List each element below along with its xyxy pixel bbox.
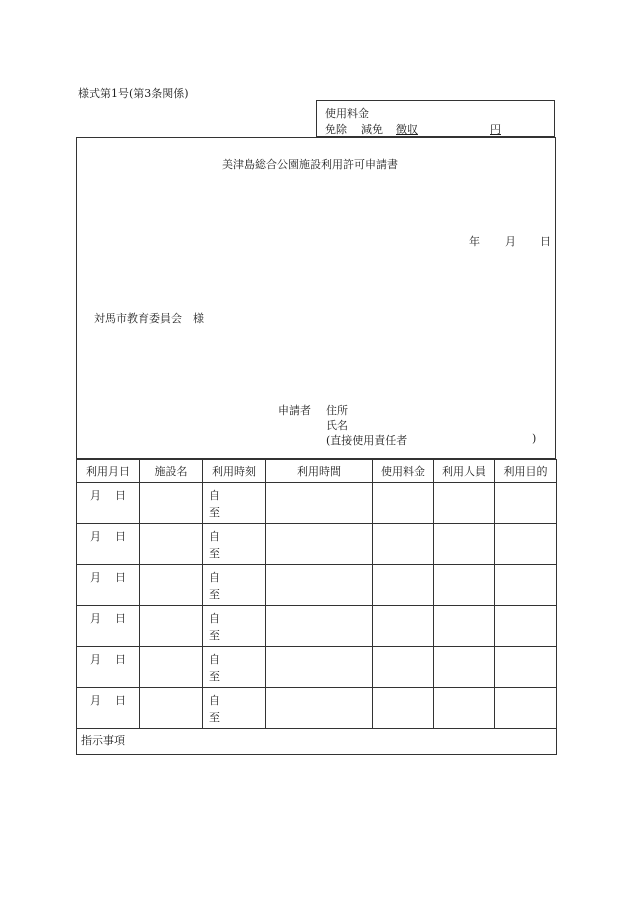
- fee-yen: 円: [490, 123, 501, 136]
- from-label: 自: [209, 571, 220, 584]
- facility-cell[interactable]: [140, 606, 203, 647]
- date-cell[interactable]: [77, 524, 140, 565]
- facility-cell[interactable]: [140, 483, 203, 524]
- application-body: [76, 137, 556, 459]
- table-row: [77, 524, 557, 565]
- header-attendees: 利用人員: [434, 460, 495, 483]
- day-label: 日: [115, 571, 126, 584]
- to-label: 至: [209, 670, 220, 683]
- from-label: 自: [209, 530, 220, 543]
- document-title: 美津島総合公園施設利用許可申請書: [222, 158, 398, 171]
- fee-cell[interactable]: [373, 688, 434, 729]
- duration-cell[interactable]: [266, 688, 373, 729]
- form-label: 様式第1号(第3条関係): [78, 87, 189, 100]
- fee-cell[interactable]: [373, 483, 434, 524]
- notes-row: [77, 729, 557, 755]
- applicant-label: 申請者: [278, 404, 311, 417]
- responsible-person-close: ): [532, 432, 537, 445]
- month-label: 月: [90, 653, 101, 666]
- month-label: 月: [90, 612, 101, 625]
- duration-cell[interactable]: [266, 606, 373, 647]
- time-cell[interactable]: [203, 483, 266, 524]
- fee-cell[interactable]: [373, 565, 434, 606]
- month-label: 月: [90, 571, 101, 584]
- fee-reduced: 減免: [361, 123, 383, 136]
- fee-exempt: 免除: [325, 123, 347, 136]
- to-label: 至: [209, 588, 220, 601]
- fee-collected: [396, 121, 501, 137]
- to-label: 至: [209, 629, 220, 642]
- from-label: 自: [209, 653, 220, 666]
- from-label: 自: [209, 694, 220, 707]
- purpose-cell[interactable]: [495, 565, 557, 606]
- from-label: 自: [209, 612, 220, 625]
- header-usage-date: 利用月日: [77, 460, 140, 483]
- time-cell[interactable]: [203, 524, 266, 565]
- to-label: 至: [209, 711, 220, 724]
- applicant-name-label: 氏名: [326, 419, 348, 432]
- fee-cell[interactable]: [373, 647, 434, 688]
- attendees-cell[interactable]: [434, 647, 495, 688]
- time-cell[interactable]: [203, 565, 266, 606]
- fee-cell[interactable]: [373, 606, 434, 647]
- day-label: 日: [115, 612, 126, 625]
- facility-cell[interactable]: [140, 524, 203, 565]
- date-cell[interactable]: [77, 565, 140, 606]
- attendees-cell[interactable]: [434, 565, 495, 606]
- responsible-person-open: (直接使用責任者: [326, 434, 408, 447]
- fee-title: 使用料金: [325, 107, 369, 120]
- purpose-cell[interactable]: [495, 688, 557, 729]
- duration-cell[interactable]: [266, 483, 373, 524]
- table-row: [77, 565, 557, 606]
- facility-cell[interactable]: [140, 688, 203, 729]
- usage-table: [76, 459, 557, 755]
- day-label: 日: [115, 653, 126, 666]
- date-cell[interactable]: [77, 688, 140, 729]
- attendees-cell[interactable]: [434, 688, 495, 729]
- table-row: [77, 606, 557, 647]
- table-header-row: [77, 460, 557, 483]
- notes-label: 指示事項: [81, 734, 125, 747]
- facility-cell[interactable]: [140, 647, 203, 688]
- from-label: 自: [209, 489, 220, 502]
- date-day: 日: [540, 235, 551, 248]
- purpose-cell[interactable]: [495, 483, 557, 524]
- to-label: 至: [209, 506, 220, 519]
- day-label: 日: [115, 489, 126, 502]
- date-cell[interactable]: [77, 647, 140, 688]
- date-month: 月: [505, 235, 516, 248]
- duration-cell[interactable]: [266, 524, 373, 565]
- fee-cell[interactable]: [373, 524, 434, 565]
- table-row: [77, 688, 557, 729]
- to-label: 至: [209, 547, 220, 560]
- date-year: 年: [469, 235, 480, 248]
- header-usage-time: 利用時刻: [203, 460, 266, 483]
- time-cell[interactable]: [203, 688, 266, 729]
- purpose-cell[interactable]: [495, 606, 557, 647]
- table-row: [77, 483, 557, 524]
- addressee: 対馬市教育委員会 様: [94, 312, 204, 325]
- duration-cell[interactable]: [266, 565, 373, 606]
- attendees-cell[interactable]: [434, 483, 495, 524]
- date-cell[interactable]: [77, 606, 140, 647]
- fee-collected-label: 徴収: [396, 123, 418, 136]
- day-label: 日: [115, 694, 126, 707]
- header-usage-duration: 利用時間: [266, 460, 373, 483]
- applicant-address-label: 住所: [326, 404, 348, 417]
- attendees-cell[interactable]: [434, 524, 495, 565]
- month-label: 月: [90, 530, 101, 543]
- duration-cell[interactable]: [266, 647, 373, 688]
- table-row: [77, 647, 557, 688]
- date-cell[interactable]: [77, 483, 140, 524]
- fee-box: [316, 100, 555, 137]
- purpose-cell[interactable]: [495, 647, 557, 688]
- day-label: 日: [115, 530, 126, 543]
- attendees-cell[interactable]: [434, 606, 495, 647]
- time-cell[interactable]: [203, 647, 266, 688]
- header-fee: 使用料金: [373, 460, 434, 483]
- header-facility-name: 施設名: [140, 460, 203, 483]
- header-purpose: 利用目的: [495, 460, 557, 483]
- month-label: 月: [90, 694, 101, 707]
- notes-cell[interactable]: [77, 729, 557, 755]
- time-cell[interactable]: [203, 606, 266, 647]
- facility-cell[interactable]: [140, 565, 203, 606]
- purpose-cell[interactable]: [495, 524, 557, 565]
- month-label: 月: [90, 489, 101, 502]
